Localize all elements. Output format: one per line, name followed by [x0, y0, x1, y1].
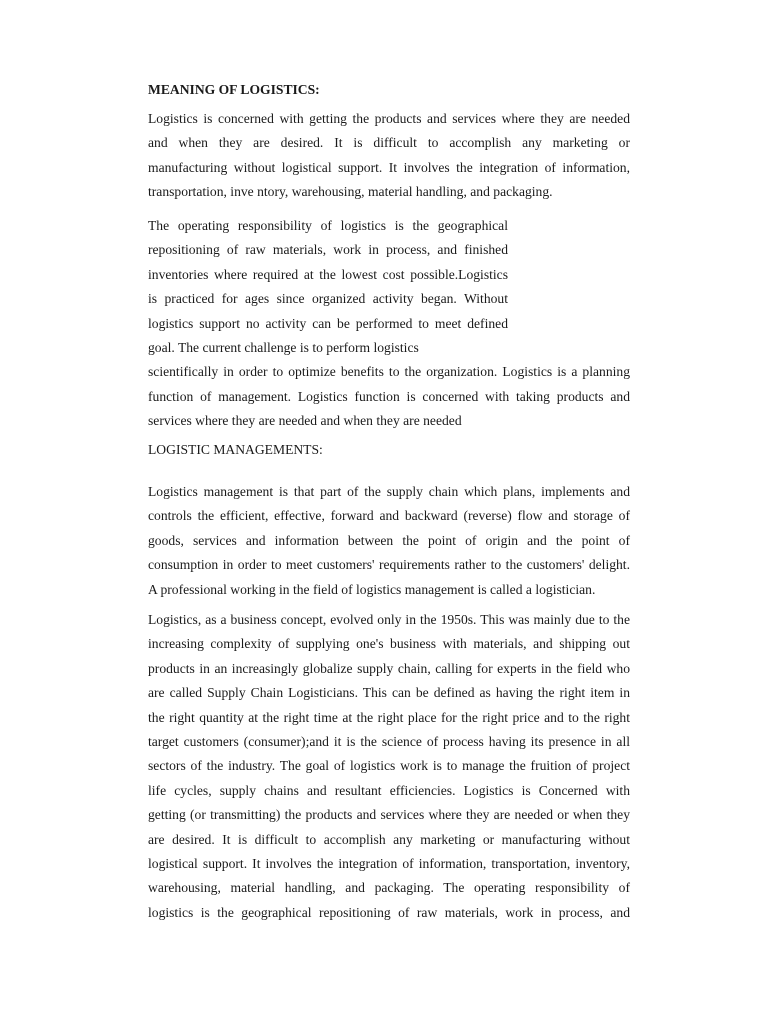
paragraph-line: services where they are needed and when they are needed — [148, 413, 462, 429]
heading-meaning-of-logistics — [148, 78, 630, 102]
paragraph-line: goods, services and information between the point of origin and the point of — [148, 532, 630, 548]
paragraph-line: goal. The current challenge is to perform logistics — [148, 339, 419, 355]
paragraph-line: function of management. Logistics function is concerned with taking products and — [148, 388, 630, 404]
paragraph-2 — [148, 214, 630, 434]
paragraph-line: consumption in order to meet customers' requirements rather to the customers' delight. — [148, 557, 630, 573]
paragraph-line: sectors of the industry. The goal of logistics work is to manage the fruition of project — [148, 758, 630, 774]
paragraph-line: the right quantity at the right time at the right place for the right price and to the right — [148, 709, 630, 725]
paragraph-line: The operating responsibility of logistics is the geographical — [148, 218, 508, 233]
paragraph-line: Logistics, as a business concept, evolved only in the 1950s. This was mainly due to the — [148, 612, 630, 627]
heading-logistic-managements — [148, 438, 630, 462]
paragraph-line: manufacturing without logistical support. It involves the integration of information, — [148, 159, 630, 175]
paragraph-line: and when they are desired. It is difficult to accomplish any marketing or — [148, 135, 630, 151]
paragraph-4 — [148, 608, 630, 925]
paragraph-line: getting (or transmitting) the products and services where they are needed or when they — [148, 807, 630, 823]
paragraph-line: increasing complexity of supplying one's business with materials, and shipping out — [148, 636, 630, 652]
paragraph-line: are called Supply Chain Logisticians. This can be defined as having the right item in — [148, 685, 630, 701]
paragraph-line: warehousing, material handling, and packaging. The operating responsibility of — [148, 880, 630, 896]
paragraph-line: transportation, inve ntory, warehousing, material handling, and packaging. — [148, 184, 553, 200]
paragraph-line: controls the efficient, effective, forward and backward (reverse) flow and storage of — [148, 508, 630, 524]
paragraph-line: Logistics is concerned with getting the products and services where they are needed — [148, 111, 630, 126]
paragraph-line: target customers (consumer);and it is the science of process having its presence in all — [148, 733, 630, 749]
paragraph-line: is practiced for ages since organized activity began. Without — [148, 291, 508, 307]
paragraph-line: scientifically in order to optimize benefits to the organization. Logistics is a planning — [148, 364, 630, 380]
paragraph-3 — [148, 480, 630, 602]
heading-text: LOGISTIC MANAGEMENTS: — [148, 442, 323, 457]
paragraph-line: repositioning of raw materials, work in process, and finished — [148, 242, 508, 258]
paragraph-line: logistical support. It involves the integration of information, transportation, inventory, — [148, 855, 630, 871]
paragraph-line: logistics is the geographical repositioning of raw materials, work in process, and — [148, 904, 630, 920]
paragraph-1 — [148, 107, 630, 205]
paragraph-line: are desired. It is difficult to accomplish any marketing or manufacturing without — [148, 831, 630, 847]
paragraph-line: Logistics management is that part of the supply chain which plans, implements and — [148, 484, 630, 499]
heading-text: MEANING OF LOGISTICS: — [148, 82, 320, 97]
paragraph-line: inventories where required at the lowest cost possible.Logistics — [148, 266, 508, 282]
paragraph-line: products in an increasingly globalize supply chain, calling for experts in the field who — [148, 660, 630, 676]
paragraph-line: life cycles, supply chains and resultant efficiencies. Logistics is Concerned with — [148, 782, 630, 798]
paragraph-line: logistics support no activity can be performed to meet defined — [148, 315, 508, 331]
paragraph-line: A professional working in the field of logistics management is called a logistician. — [148, 581, 596, 597]
